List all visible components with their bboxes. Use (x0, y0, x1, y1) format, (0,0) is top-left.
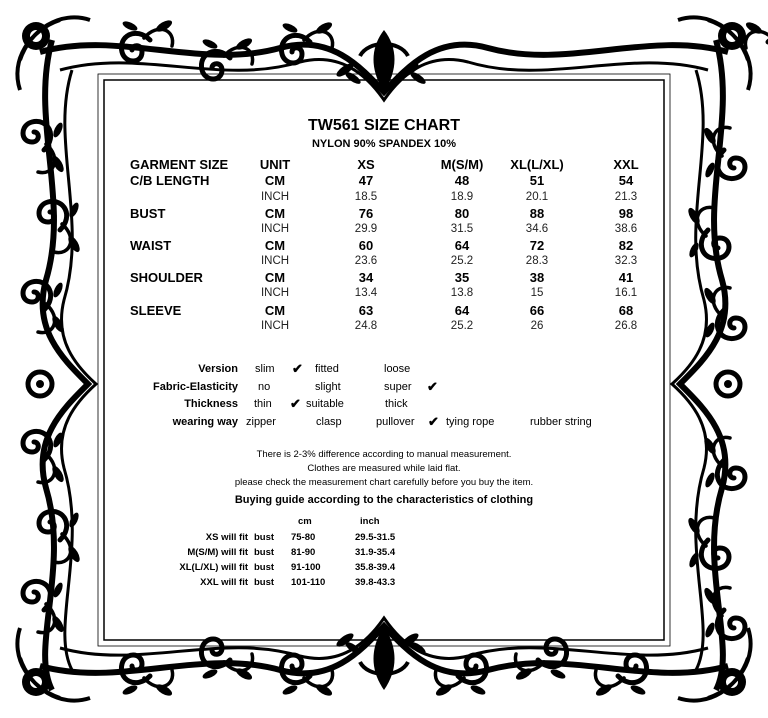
guide-inch: 31.9-35.4 (355, 547, 396, 558)
attr-option: clasp (316, 416, 342, 428)
header-xxl: XXL (613, 157, 639, 172)
unit-inch: INCH (260, 223, 290, 235)
value-cm: 54 (618, 173, 634, 188)
guide-header-inch: inch (360, 516, 380, 527)
check-icon: ✔ (428, 414, 439, 429)
unit-cm: CM (264, 206, 286, 221)
value-cm: 48 (454, 173, 470, 188)
attr-option: slight (315, 381, 341, 393)
guide-inch: 35.8-39.4 (355, 562, 396, 573)
row-label-sleeve: SLEEVE (130, 303, 182, 318)
guide-inch: 29.5-31.5 (355, 532, 396, 543)
header-xl: XL(L/XL) (510, 157, 564, 172)
header-m: M(S/M) (440, 157, 484, 172)
attr-option: thin (254, 398, 272, 410)
value-inch: 18.5 (354, 191, 378, 203)
attr-option: zipper (246, 416, 276, 428)
guide-cm: 101-110 (291, 577, 326, 588)
value-inch: 38.6 (614, 223, 638, 235)
value-cm: 80 (454, 206, 470, 221)
value-inch: 15 (530, 287, 544, 299)
value-cm: 34 (358, 270, 374, 285)
value-inch: 32.3 (614, 255, 638, 267)
value-inch: 20.1 (525, 191, 549, 203)
check-icon: ✔ (290, 396, 301, 411)
guide-cm: 81-90 (291, 547, 316, 558)
unit-cm: CM (264, 238, 286, 253)
value-inch: 26 (530, 320, 544, 332)
value-cm: 68 (618, 303, 634, 318)
attr-label-wearing-way: wearing way (172, 416, 238, 428)
guide-size: XL(L/XL) will fit (179, 562, 248, 573)
check-icon: ✔ (427, 379, 438, 394)
attr-option: slim (255, 363, 275, 375)
guide-cm: 75-80 (291, 532, 316, 543)
unit-cm: CM (264, 173, 286, 188)
value-cm: 47 (358, 173, 374, 188)
row-label-waist: WAIST (130, 238, 172, 253)
attr-option: suitable (306, 398, 344, 410)
value-inch: 26.8 (614, 320, 638, 332)
attr-option: fitted (315, 363, 339, 375)
guide-part: bust (254, 532, 275, 543)
row-label-shoulder: SHOULDER (130, 270, 203, 285)
unit-inch: INCH (260, 191, 290, 203)
unit-inch: INCH (260, 287, 290, 299)
value-cm: 63 (358, 303, 374, 318)
unit-cm: CM (264, 270, 286, 285)
value-cm: 64 (454, 303, 470, 318)
value-cm: 88 (529, 206, 545, 221)
row-label-bust: BUST (130, 206, 166, 221)
attr-option: super (384, 381, 412, 393)
guide-part: bust (254, 562, 275, 573)
unit-cm: CM (264, 303, 286, 318)
value-cm: 76 (358, 206, 374, 221)
attr-option: thick (385, 398, 408, 410)
value-cm: 41 (618, 270, 634, 285)
value-cm: 51 (529, 173, 545, 188)
value-inch: 16.1 (614, 287, 638, 299)
value-inch: 25.2 (450, 320, 474, 332)
guide-part: bust (254, 577, 275, 588)
guide-size: XXL will fit (200, 577, 248, 588)
attr-label-elasticity: Fabric-Elasticity (153, 381, 238, 393)
guide-title: Buying guide according to the characteristics of clothing (234, 494, 534, 506)
row-label-length: C/B LENGTH (130, 173, 210, 188)
value-inch: 18.9 (450, 191, 474, 203)
attr-option: loose (384, 363, 411, 375)
unit-inch: INCH (260, 255, 290, 267)
material-composition: NYLON 90% SPANDEX 10% (311, 138, 457, 150)
guide-inch: 39.8-43.3 (355, 577, 396, 588)
value-inch: 21.3 (614, 191, 638, 203)
value-inch: 25.2 (450, 255, 474, 267)
value-cm: 35 (454, 270, 470, 285)
note-line: Clothes are measured while laid flat. (307, 463, 461, 474)
value-cm: 66 (529, 303, 545, 318)
value-inch: 23.6 (354, 255, 378, 267)
check-icon: ✔ (292, 361, 303, 376)
attr-option: tying rope (446, 416, 495, 428)
header-garment-size: GARMENT SIZE (130, 157, 229, 172)
guide-part: bust (254, 547, 275, 558)
value-cm: 82 (618, 238, 634, 253)
unit-inch: INCH (260, 320, 290, 332)
header-unit: UNIT (259, 157, 291, 172)
guide-cm: 91-100 (291, 562, 321, 573)
value-inch: 34.6 (525, 223, 549, 235)
value-inch: 29.9 (354, 223, 378, 235)
guide-size: XS will fit (205, 532, 248, 543)
value-inch: 13.4 (354, 287, 378, 299)
attr-label-version: Version (198, 363, 238, 375)
value-inch: 13.8 (450, 287, 474, 299)
note-line: please check the measurement chart carefully before you buy the item. (234, 477, 534, 488)
value-inch: 24.8 (354, 320, 378, 332)
attr-option: no (258, 381, 271, 393)
attr-label-thickness: Thickness (184, 398, 238, 410)
value-inch: 31.5 (450, 223, 474, 235)
guide-size: M(S/M) will fit (187, 547, 248, 558)
header-xs: XS (357, 157, 375, 172)
value-cm: 64 (454, 238, 470, 253)
value-cm: 72 (529, 238, 545, 253)
attr-option: pullover (376, 416, 415, 428)
value-cm: 60 (358, 238, 374, 253)
note-line: There is 2-3% difference according to manual measurement. (256, 449, 512, 460)
attr-option: rubber string (530, 416, 592, 428)
value-cm: 98 (618, 206, 634, 221)
value-inch: 28.3 (525, 255, 549, 267)
guide-header-cm: cm (298, 516, 312, 527)
value-cm: 38 (529, 270, 545, 285)
chart-title: TW561 SIZE CHART (307, 117, 460, 134)
